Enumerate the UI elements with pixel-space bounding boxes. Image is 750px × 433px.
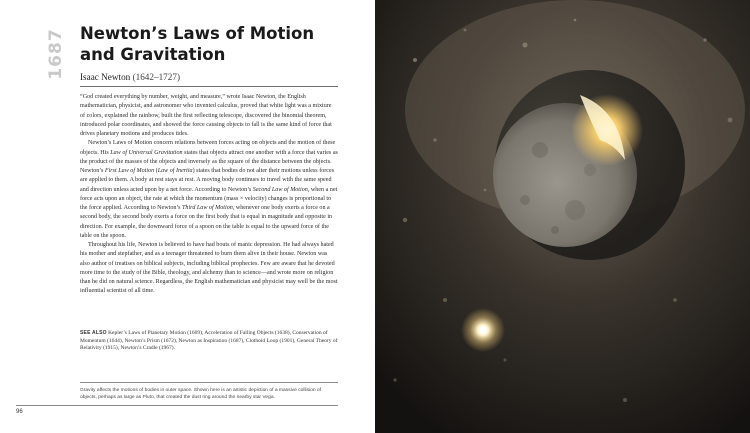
p2-text-c: ( xyxy=(154,168,158,174)
p2-text-b: states that objects attract one another with a force that varies as the product of the masses of the objects and inversely as the square of the distance between the objects. Newton’s xyxy=(80,149,338,174)
paragraph-1: “God created everything by number, weight, and measure,” wrote Isaac Newton, the English mathematician, physicist, and astronomer who invented calculus, proved that white light was a mixture of colors, explained the rainbow, built the first reflecting telescope, discovered the binomial theorem, introduced polar coordinates, and showed the force causing objects to fall is the same kind of force that drives planetary motions and produces tides. xyxy=(80,94,332,137)
see-also-label: SEE ALSO xyxy=(80,330,107,336)
page-number: 96 xyxy=(16,409,23,415)
see-also xyxy=(80,330,338,353)
p2-law-universal-gravitation: Law of Universal Gravitation xyxy=(110,149,183,156)
p2-text-d: ) states that bodies do not alter their motions unless forces are applied to them. A body at rest stays at rest. A moving body continues to travel with the same speed and direction unless acted upon by a net force. According to Newton’s xyxy=(80,168,335,193)
caption-divider xyxy=(80,382,338,383)
paragraph-3: Throughout his life, Newton is believed to have had bouts of manic depression. He had always hated his mother and stepfather, and as a teenager threatened to burn them alive in their house. Newton was also author of treatises on biblical subjects, including biblical prophecies. Few are aware that he devoted more time to the study of the Bible, theology, and alchemy than to science—and wrote more on religion than he did on natural science. Regardless, the English mathematician and physicist may well be the most influential scientist of all time. xyxy=(80,242,338,295)
p2-law-of-inertia: Law of Inertia xyxy=(157,168,193,174)
page-title: Newton’s Laws of Motion and Gravitation xyxy=(80,24,315,64)
p2-first-law: First Law of Motion xyxy=(104,168,155,174)
p2-text-f: , whenever one body exerts a force on a second body, the second body exerts a force on the first body that is equal in magnitude and opposite in direction. For example, the downward force of a spoon on the table is equal to the upward force of the table on the spoon. xyxy=(80,205,333,239)
collision-art xyxy=(375,0,750,433)
paragraph-2 xyxy=(80,139,338,241)
star-core xyxy=(479,326,487,334)
image-caption: Gravity affects the motions of bodies in outer space. Shown here is an artistic depiction of a massive collision of objects, perhaps as large as Pluto, that created the dust ring around the nearby star Vega. xyxy=(80,388,322,401)
author-dates: (1642–1727) xyxy=(132,72,181,82)
collision-illustration xyxy=(375,0,750,433)
p2-text-e: , when a net force acts upon an object, the rate at which the momentum (mass × velocity) changes is proportional to the force applied. According to Newton’s xyxy=(80,186,338,211)
author-divider xyxy=(80,86,338,87)
p2-second-law: Second Law of Motion xyxy=(252,186,308,193)
year-text: 1687 xyxy=(46,28,66,80)
see-also-text: Kepler’s Laws of Planetary Motion (1609), Acceleration of Falling Objects (1638), Conservation of Momentum (1644), Newton’s Prism (1672), Newton as Inspiration (1687), Clothoid Loop (1901), General Theory of Relativity (1915), Newton’s Cradle (1967). xyxy=(80,330,338,352)
author-line xyxy=(80,72,180,82)
footer-divider xyxy=(16,405,338,406)
year-label xyxy=(46,22,64,82)
p2-third-law: Third Law of Motion xyxy=(182,205,233,211)
p2-text-a: Newton’s Laws of Motion concern relations between forces acting on objects and the motion of these objects. His xyxy=(80,140,336,156)
body-text xyxy=(80,93,338,297)
author-name: Isaac Newton xyxy=(80,72,131,82)
